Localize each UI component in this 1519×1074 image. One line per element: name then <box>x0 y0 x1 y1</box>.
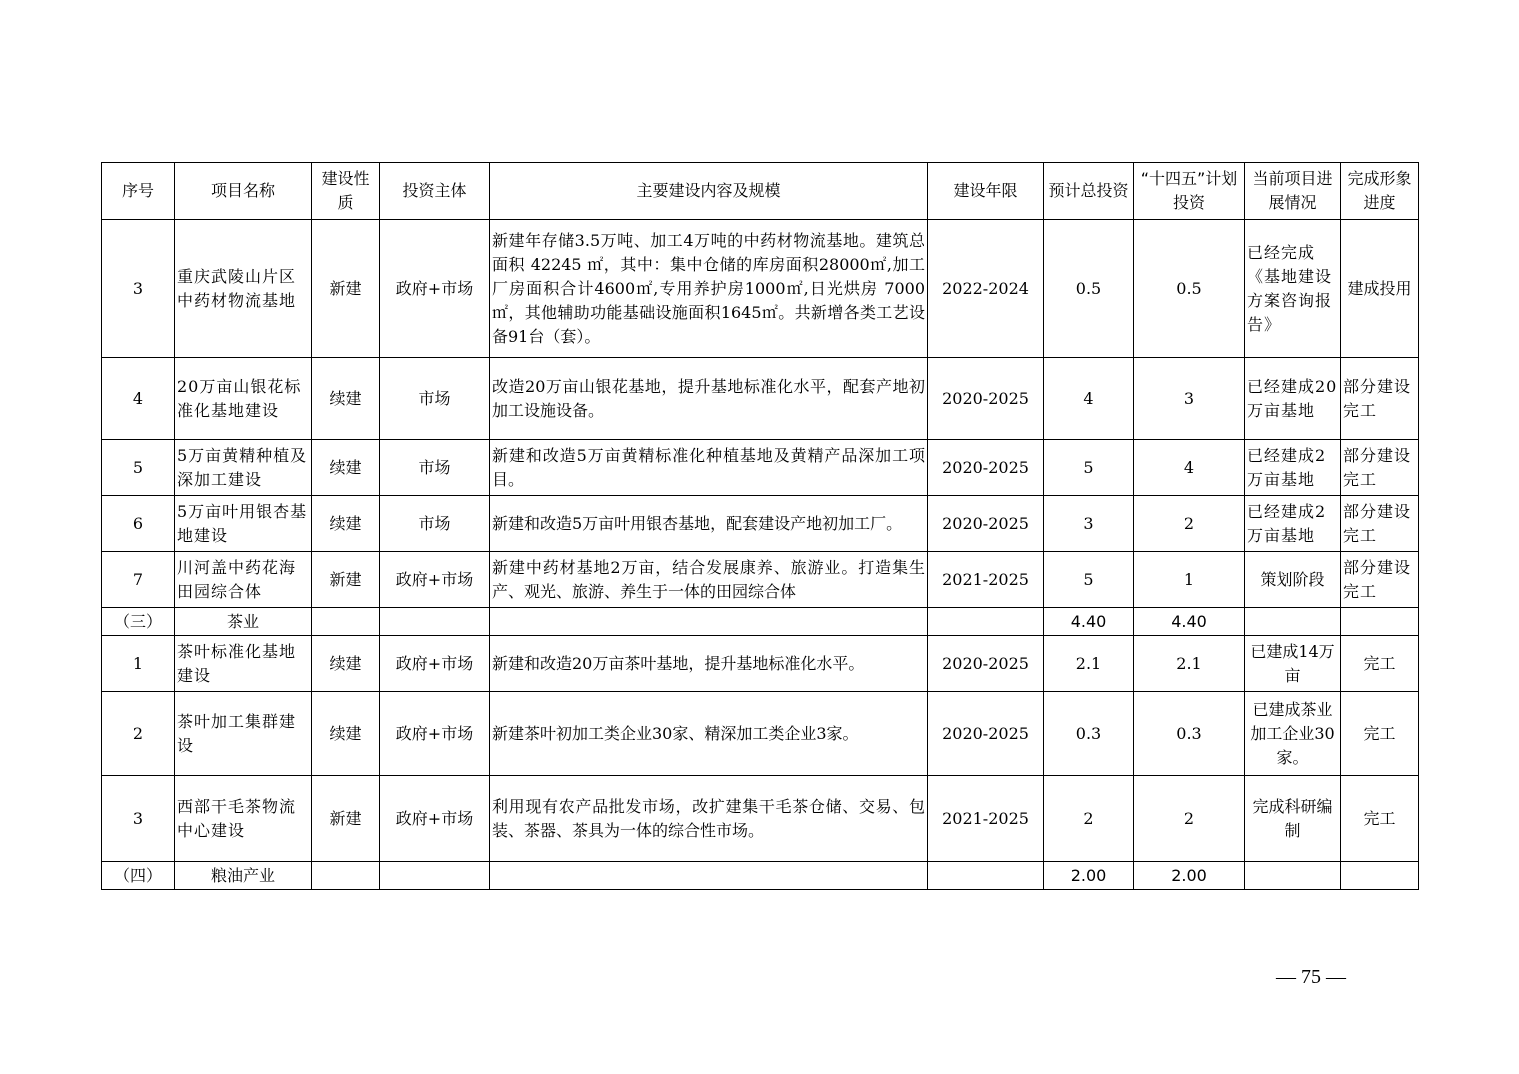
cell-total: 2 <box>1044 776 1134 862</box>
cell-nature: 续建 <box>312 440 380 496</box>
cell-seq: 2 <box>102 692 175 776</box>
cell-period: 2021-2025 <box>928 552 1044 608</box>
table-row <box>102 636 1419 692</box>
cell-seq: 7 <box>102 552 175 608</box>
cell-seq: 3 <box>102 220 175 358</box>
cell-name: 茶叶标准化基地建设 <box>175 636 312 692</box>
cell-completion: 完工 <box>1341 636 1419 692</box>
cell-investor: 市场 <box>380 358 490 440</box>
cell-plan: 2 <box>1134 496 1245 552</box>
cell-completion: 完工 <box>1341 692 1419 776</box>
investment-projects-table <box>101 162 1419 890</box>
cell-name: 5万亩黄精种植及深加工建设 <box>175 440 312 496</box>
cell-total: 5 <box>1044 552 1134 608</box>
empty-cell <box>928 862 1044 890</box>
section-seq: （四） <box>102 862 175 890</box>
cell-nature: 续建 <box>312 692 380 776</box>
header-name: 项目名称 <box>175 163 312 220</box>
cell-progress: 已建成14万亩 <box>1245 636 1341 692</box>
section-seq: （三） <box>102 608 175 636</box>
cell-progress: 已经建成20万亩基地 <box>1245 358 1341 440</box>
cell-content: 新建茶叶初加工类企业30家、精深加工类企业3家。 <box>490 692 928 776</box>
cell-plan: 0.5 <box>1134 220 1245 358</box>
empty-cell <box>312 608 380 636</box>
empty-cell <box>1245 608 1341 636</box>
cell-period: 2020-2025 <box>928 636 1044 692</box>
cell-content: 改造20万亩山银花基地，提升基地标准化水平，配套产地初加工设施设备。 <box>490 358 928 440</box>
cell-seq: 1 <box>102 636 175 692</box>
cell-content: 新建中药材基地2万亩，结合发展康养、旅游业。打造集生产、观光、旅游、养生于一体的田园综合体 <box>490 552 928 608</box>
cell-investor: 政府+市场 <box>380 220 490 358</box>
cell-plan: 3 <box>1134 358 1245 440</box>
section-row-grain <box>102 862 1419 890</box>
table-row <box>102 496 1419 552</box>
cell-progress: 已经建成2万亩基地 <box>1245 496 1341 552</box>
cell-nature: 续建 <box>312 496 380 552</box>
cell-completion: 完工 <box>1341 776 1419 862</box>
cell-content: 新建年存储3.5万吨、加工4万吨的中药材物流基地。建筑总面积 42245 ㎡，其中：集中仓储的库房面积28000㎡,加工厂房面积合计4600㎡,专用养护房1000㎡,日光烘房 7000 ㎡，其他辅助功能基础设施面积1645㎡。共新增各类工艺设备91台（套）。 <box>490 220 928 358</box>
cell-completion: 部分建设完工 <box>1341 496 1419 552</box>
empty-cell <box>380 608 490 636</box>
cell-investor: 市场 <box>380 440 490 496</box>
cell-name: 5万亩叶用银杏基地建设 <box>175 496 312 552</box>
table-row <box>102 358 1419 440</box>
cell-name: 20万亩山银花标准化基地建设 <box>175 358 312 440</box>
cell-name: 茶叶加工集群建设 <box>175 692 312 776</box>
header-nature: 建设性质 <box>312 163 380 220</box>
cell-investor: 政府+市场 <box>380 692 490 776</box>
cell-total: 4 <box>1044 358 1134 440</box>
cell-plan: 0.3 <box>1134 692 1245 776</box>
cell-progress: 已经建成2万亩基地 <box>1245 440 1341 496</box>
header-content: 主要建设内容及规模 <box>490 163 928 220</box>
cell-completion: 部分建设完工 <box>1341 552 1419 608</box>
cell-content: 利用现有农产品批发市场，改扩建集干毛茶仓储、交易、包装、茶器、茶具为一体的综合性市场。 <box>490 776 928 862</box>
cell-period: 2021-2025 <box>928 776 1044 862</box>
table-header-row <box>102 163 1419 220</box>
cell-progress: 完成科研编制 <box>1245 776 1341 862</box>
section-name: 茶业 <box>175 608 312 636</box>
cell-nature: 续建 <box>312 636 380 692</box>
cell-plan: 2.1 <box>1134 636 1245 692</box>
cell-seq: 6 <box>102 496 175 552</box>
header-investor: 投资主体 <box>380 163 490 220</box>
cell-investor: 政府+市场 <box>380 636 490 692</box>
section-plan: 4.40 <box>1134 608 1245 636</box>
section-name: 粮油产业 <box>175 862 312 890</box>
cell-seq: 3 <box>102 776 175 862</box>
header-plan: “十四五”计划投资 <box>1134 163 1245 220</box>
cell-name: 西部干毛茶物流中心建设 <box>175 776 312 862</box>
cell-name: 川河盖中药花海田园综合体 <box>175 552 312 608</box>
section-total: 2.00 <box>1044 862 1134 890</box>
empty-cell <box>490 608 928 636</box>
table-row <box>102 440 1419 496</box>
cell-completion: 部分建设完工 <box>1341 440 1419 496</box>
cell-content: 新建和改造20万亩茶叶基地，提升基地标准化水平。 <box>490 636 928 692</box>
empty-cell <box>1341 608 1419 636</box>
cell-completion: 部分建设完工 <box>1341 358 1419 440</box>
cell-content: 新建和改造5万亩黄精标准化种植基地及黄精产品深加工项目。 <box>490 440 928 496</box>
cell-progress: 策划阶段 <box>1245 552 1341 608</box>
cell-investor: 政府+市场 <box>380 776 490 862</box>
cell-seq: 4 <box>102 358 175 440</box>
table-row <box>102 692 1419 776</box>
cell-nature: 新建 <box>312 552 380 608</box>
empty-cell <box>312 862 380 890</box>
cell-total: 0.3 <box>1044 692 1134 776</box>
cell-period: 2022-2024 <box>928 220 1044 358</box>
section-plan: 2.00 <box>1134 862 1245 890</box>
empty-cell <box>1341 862 1419 890</box>
cell-nature: 新建 <box>312 220 380 358</box>
cell-period: 2020-2025 <box>928 440 1044 496</box>
header-progress: 当前项目进展情况 <box>1245 163 1341 220</box>
cell-progress: 已建成茶业加工企业30家。 <box>1245 692 1341 776</box>
header-completion: 完成形象进度 <box>1341 163 1419 220</box>
empty-cell <box>1245 862 1341 890</box>
cell-period: 2020-2025 <box>928 496 1044 552</box>
header-total: 预计总投资 <box>1044 163 1134 220</box>
section-total: 4.40 <box>1044 608 1134 636</box>
cell-completion: 建成投用 <box>1341 220 1419 358</box>
empty-cell <box>380 862 490 890</box>
page-number: — 75 — <box>1276 966 1346 988</box>
cell-total: 2.1 <box>1044 636 1134 692</box>
empty-cell <box>928 608 1044 636</box>
cell-progress: 已经完成《基地建设方案咨询报告》 <box>1245 220 1341 358</box>
cell-seq: 5 <box>102 440 175 496</box>
cell-investor: 政府+市场 <box>380 552 490 608</box>
cell-plan: 2 <box>1134 776 1245 862</box>
cell-total: 3 <box>1044 496 1134 552</box>
cell-nature: 新建 <box>312 776 380 862</box>
cell-plan: 1 <box>1134 552 1245 608</box>
table-row <box>102 776 1419 862</box>
cell-name: 重庆武陵山片区中药材物流基地 <box>175 220 312 358</box>
table-row <box>102 552 1419 608</box>
cell-plan: 4 <box>1134 440 1245 496</box>
empty-cell <box>490 862 928 890</box>
cell-period: 2020-2025 <box>928 692 1044 776</box>
cell-investor: 市场 <box>380 496 490 552</box>
header-period: 建设年限 <box>928 163 1044 220</box>
header-seq: 序号 <box>102 163 175 220</box>
table-row <box>102 220 1419 358</box>
section-row-tea <box>102 608 1419 636</box>
cell-period: 2020-2025 <box>928 358 1044 440</box>
cell-total: 5 <box>1044 440 1134 496</box>
cell-content: 新建和改造5万亩叶用银杏基地，配套建设产地初加工厂。 <box>490 496 928 552</box>
cell-nature: 续建 <box>312 358 380 440</box>
cell-total: 0.5 <box>1044 220 1134 358</box>
